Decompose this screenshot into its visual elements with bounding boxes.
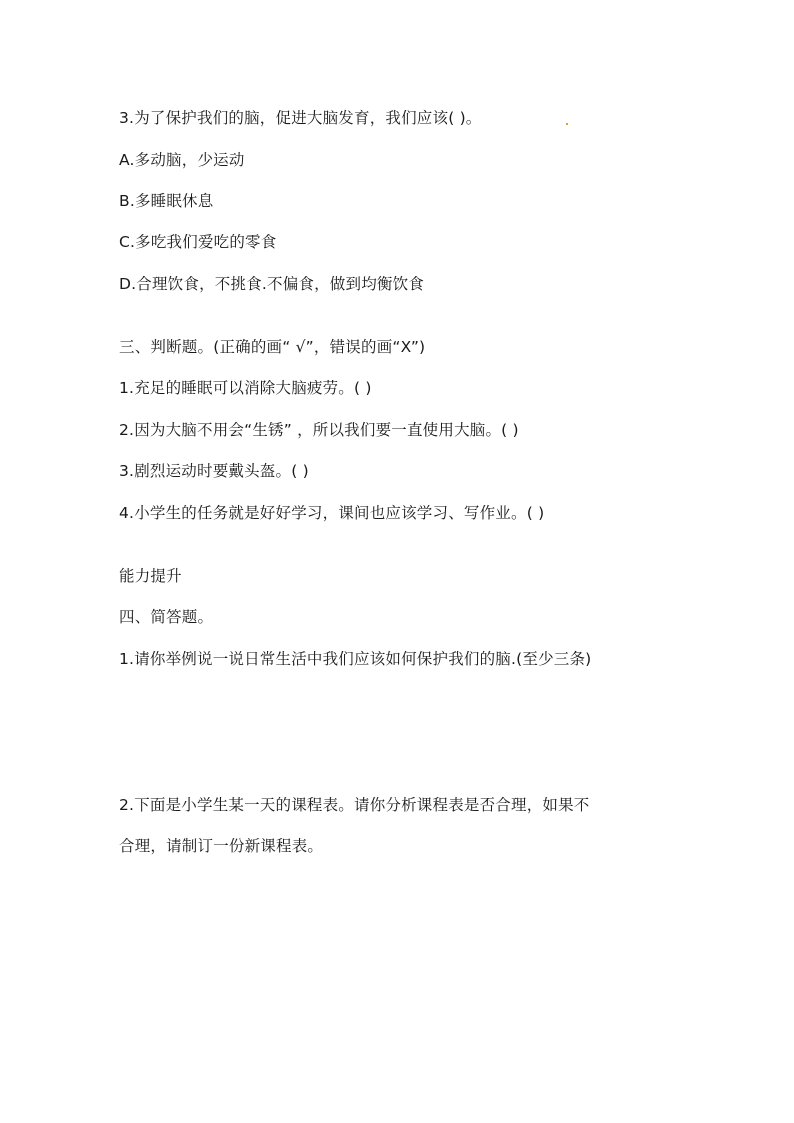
section-4-heading: 四、简答题。 bbox=[119, 608, 214, 626]
question-3-stem: 3.为了保护我们的脑，促进大脑发育，我们应该( )。 bbox=[119, 109, 482, 127]
section-3-heading: 三、判断题。(正确的画“ √”，错误的画“X”) bbox=[119, 338, 426, 356]
orange-mark bbox=[566, 123, 568, 125]
ability-label: 能力提升 bbox=[119, 567, 182, 585]
true-false-item-3: 3.剧烈运动时要戴头盔。( ) bbox=[119, 462, 309, 480]
option-d: D.合理饮食，不挑食.不偏食，做到均衡饮食 bbox=[119, 275, 424, 293]
short-answer-1: 1.请你举例说一说日常生活中我们应该如何保护我们的脑.(至少三条) bbox=[119, 650, 592, 668]
option-a: A.多动脑，少运动 bbox=[119, 151, 245, 169]
true-false-item-4: 4.小学生的任务就是好好学习，课间也应该学习、写作业。( ) bbox=[119, 504, 545, 522]
short-answer-2-line-2: 合理，请制订一份新课程表。 bbox=[119, 837, 324, 855]
true-false-item-2: 2.因为大脑不用会“生锈” ，所以我们要一直使用大脑。( ) bbox=[119, 421, 519, 439]
true-false-item-1: 1.充足的睡眠可以消除大脑疲劳。( ) bbox=[119, 379, 372, 397]
option-b: B.多睡眠休息 bbox=[119, 192, 214, 210]
option-c: C.多吃我们爱吃的零食 bbox=[119, 233, 277, 251]
short-answer-2-line-1: 2.下面是小学生某一天的课程表。请你分析课程表是否合理，如果不 bbox=[119, 796, 590, 814]
